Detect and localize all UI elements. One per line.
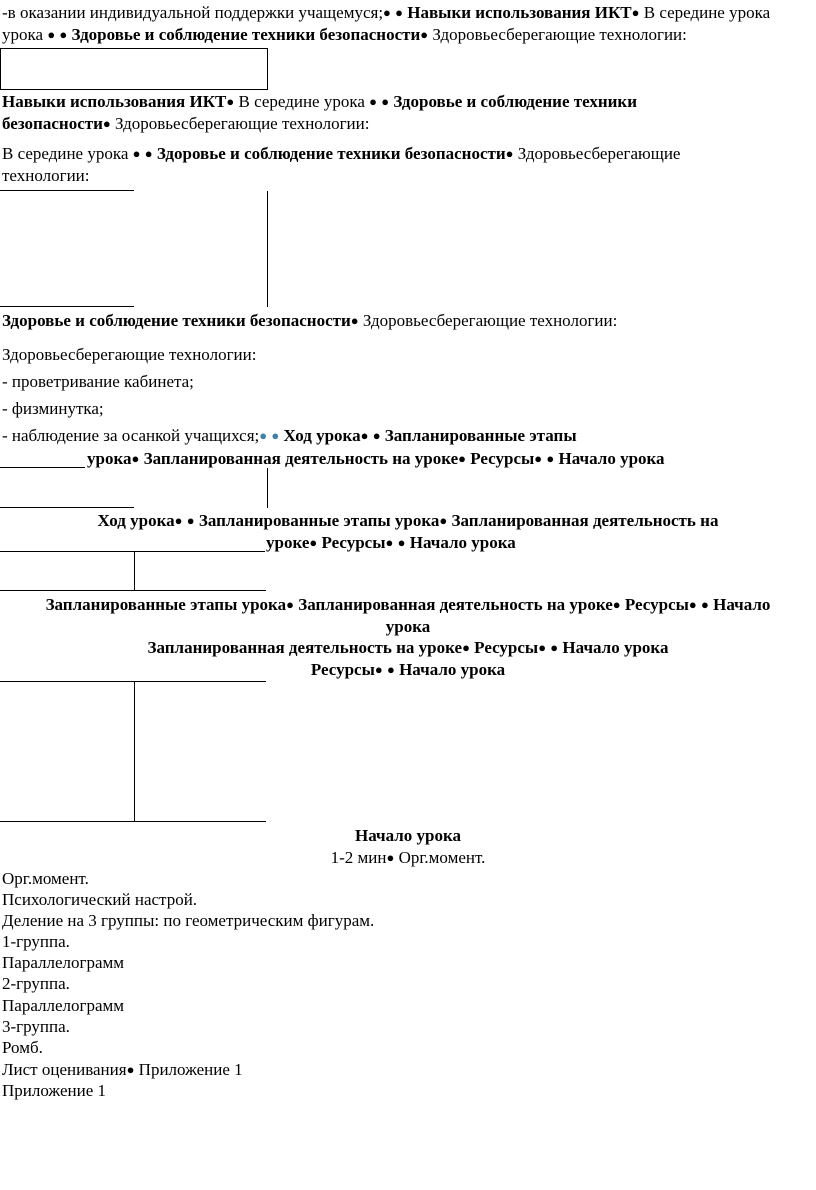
bullet-icon: ●: [174, 513, 183, 528]
bullet-icon: ●: [701, 597, 709, 612]
table-cell-box: [0, 48, 268, 90]
bullet-icon: ●: [271, 428, 280, 443]
bullet-icon: ●: [550, 640, 559, 655]
bullet-icon: ●: [534, 451, 543, 466]
paragraph-1-cont: урока ● ● Здоровье и соблюдение техники безопасности● Здоровьесберегающие технологии:: [2, 25, 687, 44]
bullet-icon: ●: [186, 513, 195, 528]
bullet-icon: ●: [286, 597, 294, 612]
bullet-icon: ●: [439, 513, 448, 528]
paragraph-8: Запланированная деятельность на уроке● Ресурсы● ● Начало урока: [147, 638, 669, 657]
table-rule: [0, 590, 266, 591]
paragraph-9: Ресурсы● ● Начало урока: [310, 660, 506, 679]
section-title: Начало урока: [354, 826, 462, 845]
text-line: Лист оценивания● Приложение 1: [2, 1060, 243, 1079]
paragraph-4: Здоровье и соблюдение техники безопасности● Здоровьесберегающие технологии:: [2, 311, 618, 330]
text-line: 3-группа.: [2, 1017, 70, 1036]
bullet-icon: ●: [420, 27, 429, 42]
paragraph-5-cont: урока● Запланированная деятельность на уроке● Ресурсы● ● Начало урока: [87, 449, 665, 468]
list-item: - проветривание кабинета;: [2, 372, 194, 391]
table-rule: [0, 681, 266, 682]
bullet-icon: ●: [369, 94, 377, 109]
paragraph-1: -в оказании индивидуальной поддержки учащемуся;● ● Навыки использования ИКТ● В середине урока: [2, 3, 771, 22]
bullet-icon: ●: [144, 146, 153, 161]
bullet-icon: ●: [462, 640, 470, 655]
table-rule: [0, 190, 134, 191]
bullet-icon: ●: [397, 535, 406, 550]
text-line: Деление на 3 группы: по геометрическим фигурам.: [2, 911, 375, 930]
bullet-icon: ●: [612, 597, 621, 612]
bullet-icon: ●: [395, 5, 404, 20]
bullet-icon: ●: [546, 451, 555, 466]
paragraph-2-cont: безопасности● Здоровьесберегающие технологии:: [2, 114, 370, 133]
text-line: Орг.момент.: [2, 869, 89, 888]
table-rule: [134, 552, 135, 591]
bullet-icon: ●: [132, 146, 141, 161]
bullet-icon: ●: [374, 662, 383, 677]
paragraph-3: В середине урока ● ● Здоровье и соблюдение техники безопасности● Здоровьесберегающие: [2, 144, 681, 163]
bullet-icon: ●: [381, 94, 390, 109]
text-line: Параллелограмм: [2, 996, 125, 1015]
text-line: Психологический настрой.: [2, 890, 198, 909]
list-item: - физминутка;: [2, 399, 104, 418]
table-rule: [134, 682, 135, 822]
text-line: Параллелограмм: [2, 953, 125, 972]
bullet-icon: ●: [386, 662, 395, 677]
health-title: Здоровьесберегающие технологии:: [2, 345, 257, 364]
bullet-icon: ●: [385, 535, 394, 550]
text-line: 1-группа.: [2, 932, 70, 951]
bullet-icon: ●: [259, 428, 268, 443]
bullet-icon: ●: [458, 451, 467, 466]
bullet-icon: ●: [226, 94, 235, 109]
table-rule: [267, 191, 268, 307]
list-item: - наблюдение за осанкой учащихся;● ● Ход урока● ● Запланированные этапы: [2, 426, 577, 445]
table-rule: [0, 467, 85, 468]
bullet-icon: ●: [102, 116, 111, 131]
bullet-icon: ●: [47, 27, 56, 42]
table-rule: [267, 468, 268, 508]
paragraph-7: Запланированные этапы урока● Запланированная деятельность на уроке● Ресурсы● ● Начало: [45, 595, 771, 614]
bullet-icon: ●: [309, 535, 318, 550]
table-rule: [0, 821, 266, 822]
text-line: 2-группа.: [2, 974, 70, 993]
bullet-icon: ●: [688, 597, 697, 612]
bullet-icon: ●: [386, 850, 395, 865]
paragraph-6: Ход урока● ● Запланированные этапы урока● Запланированная деятельность на: [97, 511, 719, 530]
bullet-icon: ●: [350, 313, 359, 328]
bullet-icon: ●: [505, 146, 514, 161]
bullet-icon: ●: [631, 5, 640, 20]
bullet-icon: ●: [383, 5, 391, 20]
bullet-icon: ●: [538, 640, 547, 655]
table-rule: [0, 306, 134, 307]
paragraph-2: Навыки использования ИКТ● В середине урока ● ● Здоровье и соблюдение техники: [2, 92, 637, 111]
table-rule: [0, 551, 265, 552]
text-line: Приложение 1: [2, 1081, 106, 1100]
paragraph-7-cont: урока: [385, 617, 431, 636]
paragraph-6-cont: уроке● Ресурсы● ● Начало урока: [266, 533, 516, 552]
bullet-icon: ●: [131, 451, 140, 466]
bullet-icon: ●: [126, 1062, 135, 1077]
time-line: 1-2 мин● Орг.момент.: [330, 848, 486, 867]
bullet-icon: ●: [372, 428, 381, 443]
bullet-icon: ●: [360, 428, 369, 443]
paragraph-3-cont: технологии:: [2, 166, 90, 185]
bullet-icon: ●: [59, 27, 68, 42]
text-line: Ромб.: [2, 1038, 43, 1057]
table-rule: [0, 507, 134, 508]
